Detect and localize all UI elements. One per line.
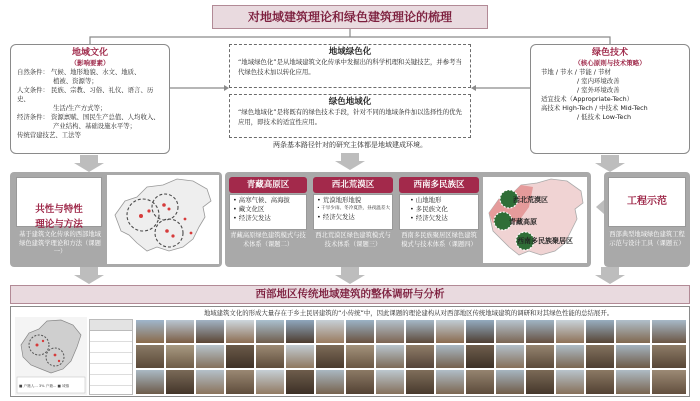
center-caption: 两条基本路径针对的研究主体都是地域建成环境。 <box>273 141 427 149</box>
survey-photo <box>651 344 687 369</box>
region-header-qinghai-tibet: 青藏高原区 <box>229 177 307 193</box>
survey-photo <box>345 344 375 369</box>
survey-photo <box>465 344 495 369</box>
survey-photo <box>255 344 285 369</box>
survey-photo <box>525 319 555 344</box>
green-tech-line: 适宜技术（Appropriate-Tech） <box>541 95 634 103</box>
survey-banner <box>10 285 690 304</box>
survey-photo <box>405 344 435 369</box>
survey-photo <box>285 344 315 369</box>
region-card-northwest-desert <box>313 194 393 230</box>
survey-photo <box>375 369 405 395</box>
survey-photo <box>651 319 687 344</box>
survey-photo <box>585 319 615 344</box>
map-label-northwest: 西北荒漠区 <box>513 196 548 204</box>
survey-photo <box>135 369 165 395</box>
demonstration-desc: 西部典型地域绿色建筑工程示范与设计工具（课题五） <box>609 231 685 247</box>
survey-photo <box>651 369 687 395</box>
china-map-left <box>107 175 219 264</box>
survey-photo-grid <box>135 319 687 395</box>
survey-photo <box>285 319 315 344</box>
china-map-regions <box>483 177 587 263</box>
survey-text: 地域建筑文化的形成大量存在于乡土民居建筑的“小传统”中，因此课题的理论建构从对西部地区传统地域建筑的调研和对其绿色性能的总结展开。 <box>203 309 614 317</box>
survey-photo <box>255 319 285 344</box>
theory-method-title-box <box>16 177 102 230</box>
survey-photo <box>495 319 525 344</box>
map-label-qinghai-tibet: 青藏高原 <box>509 218 537 226</box>
green-tech-line: 高技术 High-Tech / 中技术 Mid-Tech <box>541 104 648 112</box>
region-desc-qinghai-tibet: 青藏高原绿色建筑模式与技术体系（课题二） <box>230 232 306 248</box>
survey-title: 西部地区传统地域建筑的整体调研与分析 <box>255 288 445 300</box>
survey-photo <box>135 344 165 369</box>
regional-culture-line: 植被、资源等； <box>53 77 98 85</box>
survey-photo <box>165 319 195 344</box>
green-tech-line: / 室内环境改善 <box>577 77 620 85</box>
regional-culture-line: 自然条件： 气候、地形地貌、水文、地质、 <box>17 68 141 76</box>
survey-photo <box>195 319 225 344</box>
region-desc-northwest-desert: 西北荒漠区绿色建筑模式与技术体系（课题三） <box>315 232 391 248</box>
green-tech-line: / 室外环境改善 <box>577 86 620 94</box>
regional-greening-title: 地域绿色化 <box>328 47 372 57</box>
survey-photo <box>615 369 651 395</box>
survey-photo <box>195 369 225 395</box>
regional-greening-box <box>229 44 471 88</box>
region-desc-southwest-ethnic: 西南多民族聚居区绿色建筑模式与技术体系（课题四） <box>401 232 477 248</box>
demonstration-title-box <box>608 177 686 227</box>
survey-photo <box>255 369 285 395</box>
green-tech-line: / 低技术 Low-Tech <box>577 113 632 121</box>
region-bullet: • 高寒气候、高海拔 <box>233 196 290 204</box>
survey-photo <box>315 369 345 395</box>
region-header-southwest-ethnic: 西南多民族区 <box>399 177 479 193</box>
region-bullet: • 藏文化区 <box>233 205 265 213</box>
survey-photo <box>375 344 405 369</box>
regional-culture-box <box>10 44 170 154</box>
regions-panel <box>225 172 591 267</box>
region-bullet: • 荒漠地形地貌 <box>317 196 362 204</box>
survey-photo <box>435 319 465 344</box>
regional-culture-title: 地域文化 <box>71 48 108 58</box>
survey-photo <box>525 344 555 369</box>
regional-greening-text: “地域绿色化”是从地域建筑文化传承中发掘出的科学机理和关键技艺，并参考当代绿色技术加以转化应用。 <box>238 58 462 76</box>
theory-method-panel <box>10 172 222 267</box>
region-bullet: • 干旱少雨、冬冷夏热，昼夜温差大 <box>317 206 391 211</box>
survey-photo <box>135 319 165 344</box>
green-localization-title: 绿色地域化 <box>328 97 372 107</box>
survey-map-caption: ■ 户籍人... 3% 户籍... ■ 城镇 <box>19 384 70 388</box>
survey-photo <box>615 344 651 369</box>
survey-photo <box>585 369 615 395</box>
green-localization-text: “绿色地域化”是将既有的绿色技术手段，针对不同的地域条件加以选择性的优先应用，即技术的适宜性应用。 <box>238 108 462 126</box>
regional-culture-line: 经济条件： 资源禀赋、国民生产总值、人均收入、 <box>17 113 160 121</box>
survey-photo <box>225 319 255 344</box>
survey-photo <box>555 344 585 369</box>
region-header-northwest-desert: 西北荒漠区 <box>313 177 393 193</box>
survey-photo <box>495 344 525 369</box>
page-title: 对地域建筑理论和绿色建筑理论的梳理 <box>247 10 452 24</box>
survey-photo <box>405 369 435 395</box>
regional-culture-line: 传统营建技艺、工法等 <box>17 131 81 139</box>
green-tech-title: 绿色技术 <box>591 48 628 58</box>
survey-photo <box>435 369 465 395</box>
survey-photo <box>195 344 225 369</box>
title-banner <box>212 5 488 29</box>
survey-map <box>15 317 87 395</box>
green-tech-box <box>530 44 690 154</box>
green-localization-box <box>229 94 471 138</box>
survey-photo <box>405 319 435 344</box>
theory-method-title: 共性与特性 理论与方法 <box>35 204 83 230</box>
green-tech-line: 节地 / 节水 / 节能 / 节材 <box>541 68 611 76</box>
survey-photo <box>435 344 465 369</box>
survey-photo <box>285 369 315 395</box>
survey-photo <box>465 319 495 344</box>
theory-method-desc: 基于建筑文化传承的西部地域绿色建筑学理论和方法（课题一） <box>19 231 101 255</box>
region-bullet: • 多民族文化 <box>410 205 448 213</box>
region-card-southwest-ethnic <box>399 194 479 230</box>
survey-data-table <box>89 319 133 395</box>
survey-photo <box>555 319 585 344</box>
regional-culture-line: 人文条件： 民族、宗教、习俗、礼仪、语言、历史、 <box>17 86 154 103</box>
survey-photo <box>555 369 585 395</box>
regional-culture-line: 生活/生产方式等； <box>53 104 107 112</box>
survey-photo <box>225 344 255 369</box>
survey-photo <box>585 344 615 369</box>
survey-photo <box>345 319 375 344</box>
survey-photo <box>345 369 375 395</box>
regional-culture-line: 产业结构、基础设施水平等； <box>53 122 137 130</box>
region-bullet: • 经济欠发达 <box>317 213 355 221</box>
survey-photo <box>495 369 525 395</box>
survey-photo <box>465 369 495 395</box>
survey-photo <box>315 344 345 369</box>
survey-area <box>10 306 690 397</box>
survey-photo <box>615 319 651 344</box>
survey-photo <box>525 369 555 395</box>
survey-photo <box>165 344 195 369</box>
map-label-southwest: 西南多民族聚居区 <box>517 237 573 245</box>
region-card-qinghai-tibet <box>229 194 307 230</box>
demonstration-title: 工程示范 <box>627 196 667 207</box>
region-bullet: • 山地地形 <box>410 196 442 204</box>
green-tech-subtitle: （核心原则与技术策略） <box>574 59 646 67</box>
region-bullet: • 经济欠发达 <box>233 214 271 222</box>
survey-photo <box>225 369 255 395</box>
survey-photo <box>375 319 405 344</box>
region-bullet: • 经济欠发达 <box>410 214 448 222</box>
demonstration-panel <box>604 172 690 267</box>
survey-photo <box>165 369 195 395</box>
regional-culture-subtitle: （影响要素） <box>70 59 110 67</box>
survey-photo <box>315 319 345 344</box>
